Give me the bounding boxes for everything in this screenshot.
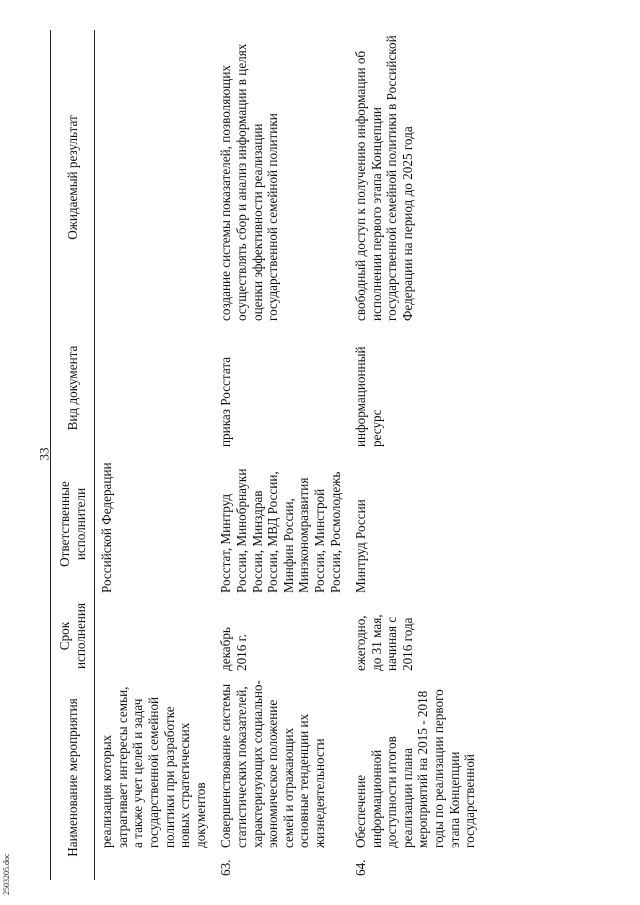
table-row [95,30,215,880]
row-deadline: ежегодно, до 31 мая, начиная с 2016 года [353,614,415,671]
row-result: создание системы показателей, позволяющих осуществлять сбор и анализ информации в целях оценки эффективности реализации государственной семейной политики [218,43,281,321]
row-responsible: Минтруд России [353,499,369,593]
header-row [51,30,95,880]
row-name [349,675,484,880]
row-responsible: Российской Федерации [99,462,115,593]
rotated-table-container [50,30,595,880]
header-doc-type: Вид документа [51,325,95,451]
table-row [349,30,484,880]
footer-doc-code: 2503205.doc [2,853,11,895]
row-number: 64. [353,859,369,876]
row-result [95,30,215,325]
row-name-text: реализация которых затрагивает интересы семьи, а также учет целей и задач государственной семейной политики при разработке новых стратегических документов [99,686,208,848]
row-responsible: Росстат, Минтруд России, Минобрнауки России, Минздрав России, МВД России, Минфин России, Минэкономразвития России, Минстрой России, Росмолодежь [218,468,343,593]
header-name: Наименование мероприятия [51,675,95,880]
row-name [214,675,333,880]
page-number-text: 33 [36,447,51,461]
row-doc-type: информационный ресурс [353,346,384,447]
row-name [95,675,215,880]
table-row [214,30,349,880]
header-deadline: Срок исполнения [51,597,95,675]
row-name-text: Совершенствование системы статистических показателей, характеризующих социально-экономическое положение семей и отражающих основные тенденции их жизнедеятельности [218,680,327,848]
row-name-text: Обеспечение информационной доступности итогов реализации плана мероприятий на 2015 - 2018 годы по реализации первого этапа Концепции государственной [353,689,478,848]
row-doc-type: приказ Росстата [218,356,234,447]
row-doc-type [95,325,215,451]
row-deadline: декабрь 2016 г. [218,627,249,671]
measures-table [50,30,484,880]
header-responsible: Ответственные исполнители [51,451,95,597]
row-result: свободный доступ к получению информации об исполнении первого этапа Концепции государственной семейной политики в Российской Федерации на период до 2025 года [353,35,415,321]
header-result: Ожидаемый результат [51,30,95,325]
row-deadline [95,597,215,675]
row-number: 63. [218,859,234,876]
